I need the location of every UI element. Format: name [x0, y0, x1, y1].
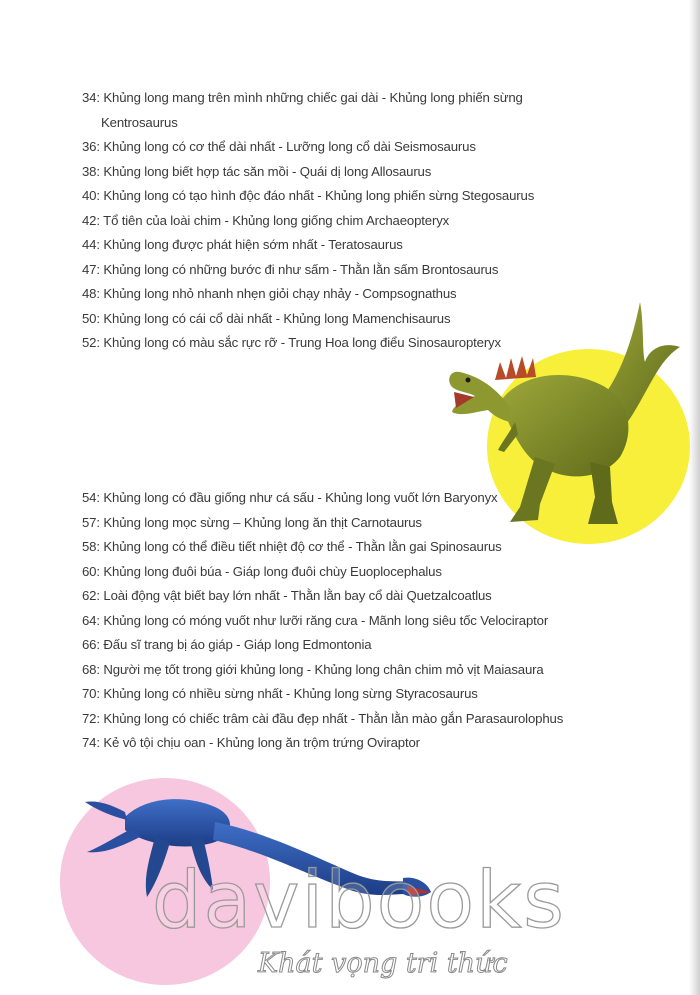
toc-entry-68: 68: Người mẹ tốt trong giới khủng long - Khủng long chân chim mỏ vịt Maiasaura [82, 661, 544, 677]
toc-entry-continuation: Kentrosaurus [101, 114, 178, 130]
toc-entry-40: 40: Khủng long có tạo hình độc đáo nhất - Khủng long phiến sừng Stegosaurus [82, 188, 535, 203]
toc-entry-70: 70: Khủng long có nhiều sừng nhất - Khủng long sừng Styracosaurus [82, 686, 478, 701]
toc-entry-60: 60: Khủng long đuôi búa - Giáp long đuôi chùy Euoplocephalus [82, 563, 442, 579]
toc-entry-57: 57: Khủng long mọc sừng – Khủng long ăn thịt Carnotaurus [82, 514, 422, 530]
toc-entry-34 [82, 86, 534, 135]
toc-entry-48: 48: Khủng long nhỏ nhanh nhẹn giỏi chạy nhảy - Compsognathus [82, 286, 457, 301]
toc-entry-36: 36: Khủng long có cơ thể dài nhất - Lưỡng long cổ dài Seismosaurus [82, 139, 476, 154]
watermark-slogan: Khát vọng tri thức [258, 948, 508, 979]
toc-entry-74: 74: Kẻ vô tội chịu oan - Khủng long ăn trộm trứng Oviraptor [82, 735, 420, 750]
toc-entry-62: 62: Loài động vật biết bay lớn nhất - Thằn lằn bay cổ dài Quetzalcoatlus [82, 588, 492, 603]
toc-entry-50: 50: Khủng long có cái cổ dài nhất - Khủng long Mamenchisaurus [82, 310, 451, 326]
toc-entry-38: 38: Khủng long biết hợp tác săn mồi - Quái dị long Allosaurus [82, 163, 432, 179]
toc-entry-52: 52: Khủng long có màu sắc rực rỡ - Trung Hoa long điểu Sinosauropteryx [82, 335, 501, 350]
toc-entry-66: 66: Đấu sĩ trang bị áo giáp - Giáp long Edmontonia [82, 637, 372, 652]
toc-entry-58: 58: Khủng long có thể điều tiết nhiệt độ cơ thể - Thằn lằn gai Spinosaurus [82, 539, 502, 554]
watermark-logo: davibooks [152, 856, 566, 946]
page-spine-shadow [689, 0, 700, 995]
toc-entry-64: 64: Khủng long có móng vuốt như lưỡi răng cưa - Mãnh long siêu tốc Velociraptor [82, 612, 549, 628]
toc-section-2 [82, 486, 563, 756]
toc-entry-text: 34: Khủng long mang trên mình những chiếc gai dài - Khủng long phiến sừng [82, 90, 523, 105]
toc-entry-42: 42: Tổ tiên của loài chim - Khủng long giống chim Archaeopteryx [82, 212, 450, 228]
toc-entry-47: 47: Khủng long có những bước đi như sấm - Thằn lằn sấm Brontosaurus [82, 261, 499, 277]
toc-entry-54: 54: Khủng long có đầu giống như cá sấu - Khủng long vuốt lớn Baryonyx [82, 490, 498, 505]
toc-entry-72: 72: Khủng long có chiếc trâm cài đầu đẹp nhất - Thằn lằn mào gắn Parasaurolophus [82, 710, 564, 726]
toc-entry-44: 44: Khủng long được phát hiện sớm nhất - Teratosaurus [82, 237, 403, 252]
